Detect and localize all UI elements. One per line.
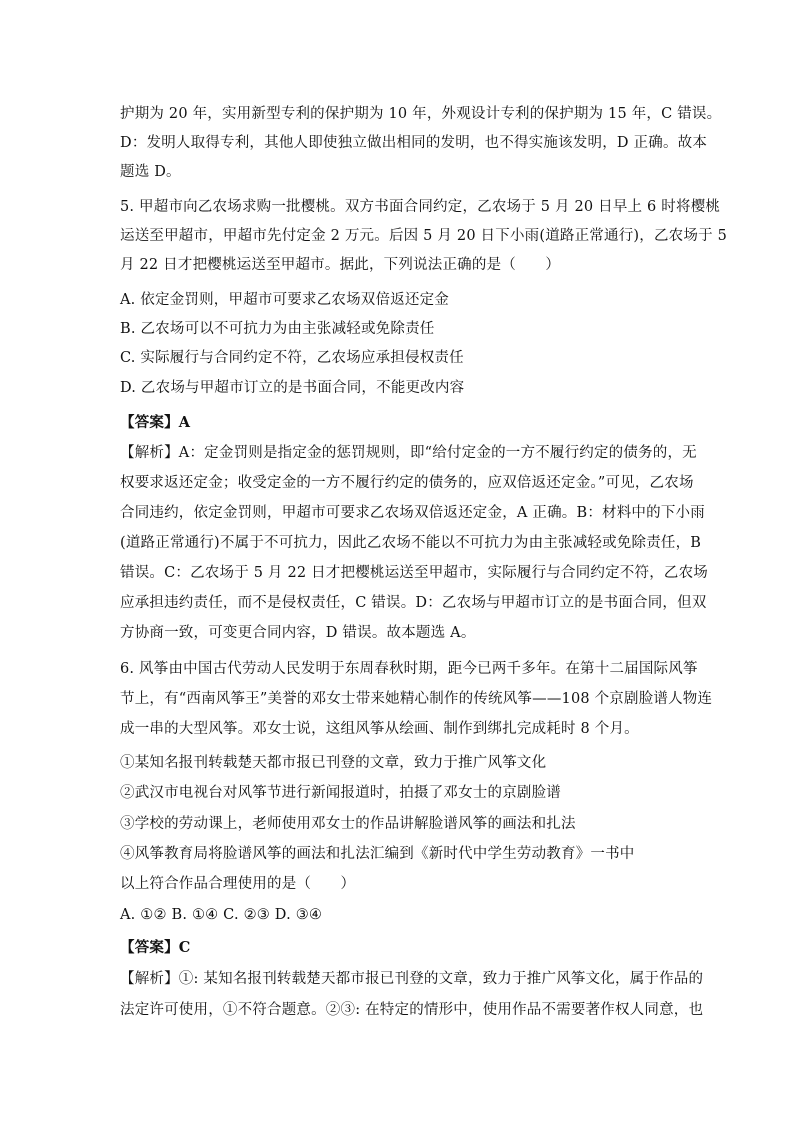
question-5-stem: 月 22 日才把樱桃运送至甲超市。据此，下列说法正确的是（ ） [120,257,561,273]
analysis-text: 应承担违约责任，而不是侵权责任，C 错误。D：乙农场与甲超市订立的是书面合同，但双 [120,595,707,611]
statement-3: ③学校的劳动课上，老师使用邓女士的作品讲解脸谱风筝的画法和扎法 [120,816,576,832]
question-6-stem: 成一串的大型风筝。邓女士说，这组风筝从绘画、制作到绑扎完成耗时 8 个月。 [120,721,639,737]
option-c: C. 实际履行与合同约定不符，乙农场应承担侵权责任 [120,350,464,366]
question-6-options: A. ①② B. ①④ C. ②③ D. ③④ [120,907,323,923]
text-line: 护期为 20 年，实用新型专利的保护期为 10 年，外观设计专利的保护期为 15 年，C 错误。 [120,106,722,122]
text-line: D：发明人取得专利，其他人即使独立做出相同的发明，也不得实施该发明，D 正确。故本 [120,135,708,151]
answer-label: 【答案】C [120,939,191,956]
statement-4: ④风筝教育局将脸谱风筝的画法和扎法汇编到《新时代中学生劳动教育》一书中 [120,846,635,862]
analysis-text: 【解析】A：定金罚则是指定金的惩罚规则，即“给付定金的一方不履行约定的债务的，无 [120,445,697,461]
text-line: 题选 D。 [120,164,181,180]
analysis-text: 合同违约，依定金罚则，甲超市可要求乙农场双倍返还定金，A 正确。B：材料中的下小雨 [120,505,705,521]
question-5-stem: 运送至甲超市，甲超市先付定金 2 万元。后因 5 月 20 日下小雨(道路正常通行)，乙农场于 5 [120,228,728,244]
analysis-text: 方协商一致，可变更合同内容，D 错误。故本题选 A。 [120,625,476,641]
analysis-text: (道路正常通行)不属于不可抗力，因此乙农场不能以不可抗力为由主张减轻或免除责任，B [120,535,702,551]
analysis-text: 【解析】①: 某知名报刊转载楚天都市报已刊登的文章，致力于推广风筝文化，属于作品的 [120,971,704,987]
analysis-text: 法定许可使用，①不符合题意。②③: 在特定的情形中，使用作品不需要著作权人同意，也 [120,1002,704,1018]
analysis-text: 错误。C：乙农场于 5 月 22 日才把樱桃运送至甲超市，实际履行与合同约定不符，乙农场 [120,565,709,581]
option-b: B. 乙农场可以不可抗力为由主张减轻或免除责任 [120,321,435,337]
analysis-text: 权要求返还定金；收受定金的一方不履行约定的债务的，应双倍返还定金。”可见，乙农场 [120,475,694,491]
question-5-stem: 5. 甲超市向乙农场求购一批樱桃。双方书面合同约定，乙农场于 5 月 20 日早上 6 时将樱桃 [120,199,721,215]
option-d: D. 乙农场与甲超市订立的是书面合同，不能更改内容 [120,380,465,396]
option-a: A. 依定金罚则，甲超市可要求乙农场双倍返还定金 [120,292,449,308]
question-6-prompt: 以上符合作品合理使用的是（ ） [120,876,356,892]
question-6-stem: 6. 风筝由中国古代劳动人民发明于东周春秋时期，距今已两千多年。在第十二届国际风筝 [120,661,698,677]
statement-1: ①某知名报刊转载楚天都市报已刊登的文章，致力于推广风筝文化 [120,755,547,771]
answer-label: 【答案】A [120,414,191,431]
statement-2: ②武汉市电视台对风筝节进行新闻报道时，拍摄了邓女士的京剧脸谱 [120,785,561,801]
question-6-stem: 节上，有“西南风筝王”美誉的邓女士带来她精心制作的传统风筝——108 个京剧脸谱人物连 [120,691,713,707]
